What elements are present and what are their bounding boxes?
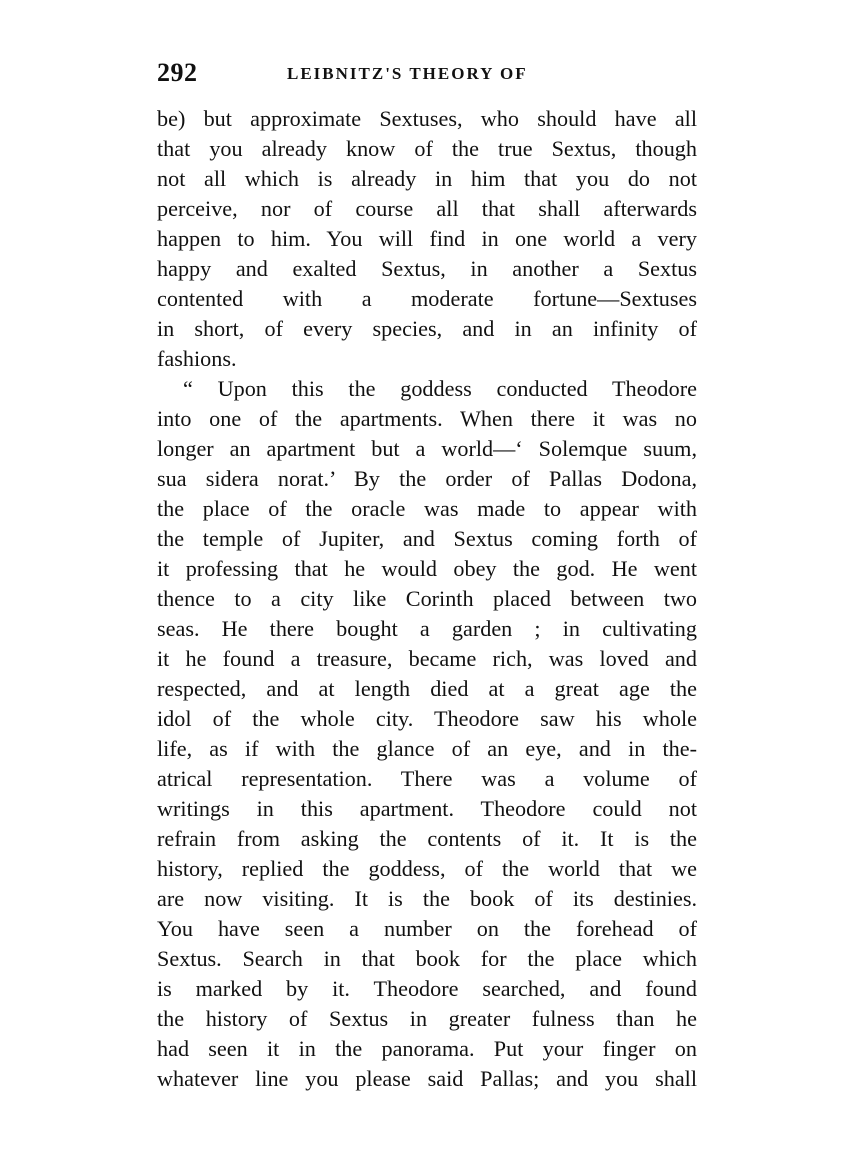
text-line: writings in this apartment. Theodore could not [157,796,697,821]
page-number: 292 [157,58,198,87]
text-line: is marked by it. Theodore searched, and found [157,976,697,1001]
text-line: the history of Sextus in greater fulness than he [157,1006,697,1031]
text-line: longer an apartment but a world—‘ Solemque suum, [157,436,697,461]
text-line: contented with a moderate fortune—Sextuses [157,286,697,311]
text-line: history, replied the goddess, of the world that we [157,856,697,881]
running-title: LEIBNITZ'S THEORY OF [287,64,528,83]
paragraph-start-line: “ Upon this the goddess conducted Theodore [183,376,697,401]
text-line: had seen it in the panorama. Put your finger on [157,1036,697,1061]
text-line: it professing that he would obey the god. He went [157,556,697,581]
text-line: in short, of every species, and in an infinity of [157,316,697,341]
running-head [157,56,697,90]
text-line: be) but approximate Sextuses, who should have all [157,106,697,131]
text-line: idol of the whole city. Theodore saw his whole [157,706,697,731]
text-line: sua sidera norat.’ By the order of Pallas Dodona, [157,466,697,491]
body-text [157,104,697,1094]
text-line: that you already know of the true Sextus, though [157,136,697,161]
text-line: seas. He there bought a garden ; in cultivating [157,616,697,641]
text-line: atrical representation. There was a volume of [157,766,697,791]
text-line: refrain from asking the contents of it. It is the [157,826,697,851]
text-line: fashions. [157,346,237,371]
text-line: Sextus. Search in that book for the place which [157,946,697,971]
text-line: not all which is already in him that you do not [157,166,697,191]
text-line: happen to him. You will find in one world a very [157,226,697,251]
text-line: into one of the apartments. When there it was no [157,406,697,431]
text-line: it he found a treasure, became rich, was loved and [157,646,697,671]
text-line: perceive, nor of course all that shall afterwards [157,196,697,221]
text-line: thence to a city like Corinth placed between two [157,586,697,611]
text-line: the place of the oracle was made to appear with [157,496,697,521]
text-line: whatever line you please said Pallas; and you shall [157,1066,697,1091]
text-line: happy and exalted Sextus, in another a Sextus [157,256,697,281]
text-line: are now visiting. It is the book of its destinies. [157,886,697,911]
text-line: life, as if with the glance of an eye, and in the- [157,736,697,761]
text-line: You have seen a number on the forehead of [157,916,697,941]
text-line: the temple of Jupiter, and Sextus coming forth of [157,526,697,551]
text-line: respected, and at length died at a great age the [157,676,697,701]
